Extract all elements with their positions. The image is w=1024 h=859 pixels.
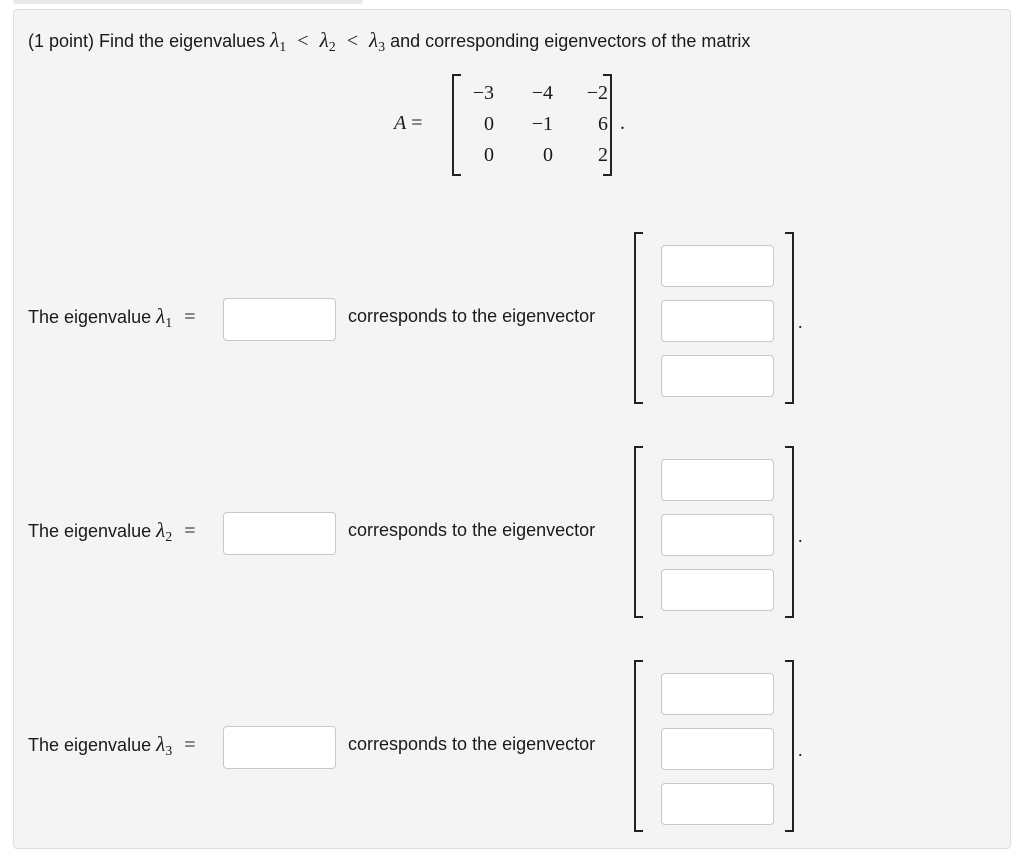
lambda-symbol: λ [156,732,166,756]
eigenvalue-input-2[interactable] [223,512,336,555]
lambda-symbol: λ [270,28,280,52]
eigenvector-2-component-3[interactable] [661,569,774,611]
matrix-cell: 0 [484,113,494,135]
less-than-sign: < [297,30,309,52]
eigenvalue-input-1[interactable] [223,298,336,341]
matrix-cell: 0 [543,144,553,166]
eigenvalue-label [28,518,196,546]
eigenvector-1-component-1[interactable] [661,245,774,287]
prompt-prefix: (1 point) Find the eigenvalues [28,31,266,51]
matrix-label [394,112,423,135]
matrix-cell: −4 [531,82,553,104]
eigenvalue-label [28,304,196,332]
vector-period: . [798,740,803,760]
matrix-name: A [394,112,407,134]
matrix-A [452,74,612,174]
vector-period: . [798,526,803,546]
eigenvalue-text: The eigenvalue [28,735,152,755]
eigenvector-2-component-1[interactable] [661,459,774,501]
eigenvector-3-component-1[interactable] [661,673,774,715]
vector-right-bracket [785,660,794,832]
eigen-row-1 [14,232,1010,404]
eigen-row-3 [14,660,1010,832]
eigenvalue-label [28,732,196,760]
vector-left-bracket [634,232,643,404]
eigenvector-2-component-2[interactable] [661,514,774,556]
vector-period: . [798,312,803,332]
lambda-subscript: 1 [165,316,173,331]
corresponds-text: corresponds to the eigenvector [348,734,596,754]
eigenvector-1-component-3[interactable] [661,355,774,397]
lambda-subscript: 3 [378,40,386,55]
eigenvalue-text: The eigenvalue [28,307,152,327]
eigenvalue-text: The eigenvalue [28,521,152,541]
eigenvector-3-component-2[interactable] [661,728,774,770]
lambda-subscript: 1 [279,40,287,55]
problem-panel [13,9,1011,849]
lambda-symbol: λ [156,518,166,542]
equals-sign: = [184,306,196,328]
vector-right-bracket [785,446,794,618]
lambda-symbol: λ [156,304,166,328]
problem-statement [28,28,750,56]
matrix-equals: = [411,112,423,134]
lambda-symbol: λ [319,28,329,52]
corresponds-text: corresponds to the eigenvector [348,520,596,540]
lambda-symbol: λ [369,28,379,52]
vector-left-bracket [634,446,643,618]
matrix-period: . [620,112,625,134]
matrix-cell: −3 [472,82,494,104]
equals-sign: = [184,734,196,756]
prompt-suffix: and corresponding eigenvectors of the matrix [390,31,751,51]
eigenvalue-input-3[interactable] [223,726,336,769]
vector-right-bracket [785,232,794,404]
eigenvector-3-component-3[interactable] [661,783,774,825]
eigen-row-2 [14,446,1010,618]
corresponds-text: corresponds to the eigenvector [348,306,596,326]
matrix-cell: 0 [484,144,494,166]
eigenvector-1-component-2[interactable] [661,300,774,342]
equals-sign: = [184,520,196,542]
matrix-cell: −2 [586,82,608,104]
lambda-subscript: 3 [165,744,173,759]
matrix-cell: −1 [531,113,553,135]
less-than-sign: < [346,30,358,52]
matrix-cell: 6 [598,113,608,135]
vector-left-bracket [634,660,643,832]
lambda-subscript: 2 [328,40,336,55]
matrix-cell: 2 [598,144,608,166]
top-tab-strip [13,0,363,4]
lambda-subscript: 2 [165,530,173,545]
